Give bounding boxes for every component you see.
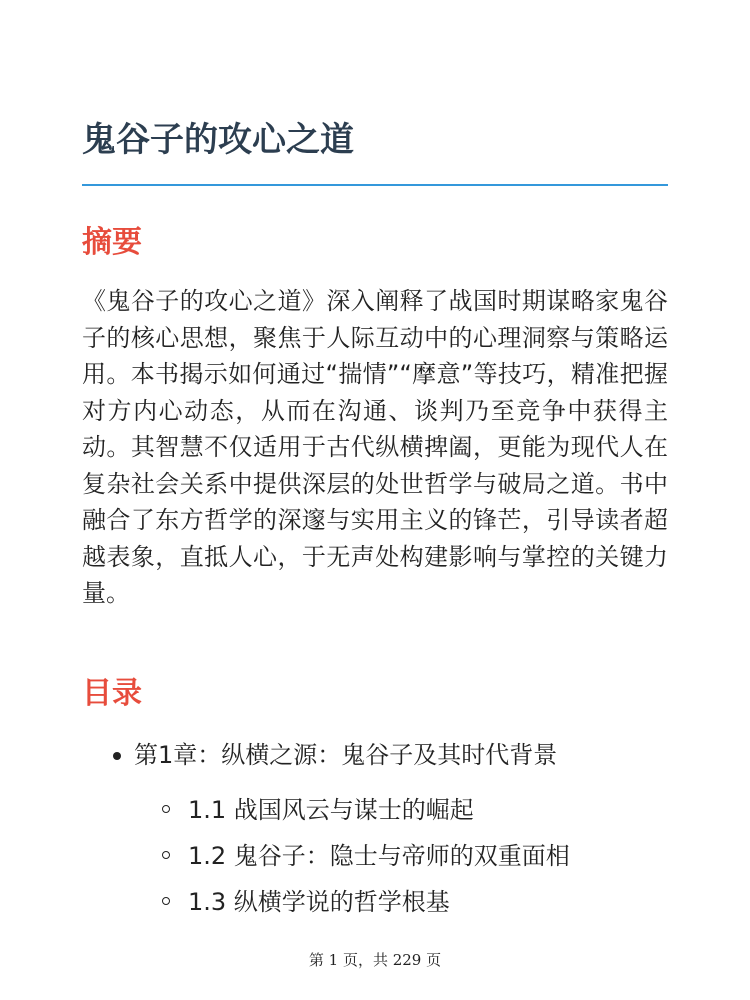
toc-chapter-1-sections <box>134 787 668 925</box>
toc-section-1-2[interactable] <box>134 833 668 879</box>
toc-section-1-3[interactable] <box>134 879 668 925</box>
toc-section-label: 1.3 纵横学说的哲学根基 <box>188 888 450 916</box>
abstract-paragraph: 《鬼谷子的攻心之道》深入阐释了战国时期谋略家鬼谷子的核心思想，聚焦于人际互动中的心理洞察与策略运用。本书揭示如何通过“揣情”“摩意”等技巧，精准把握对方内心动态，从而在沟通、谈判乃至竞争中获得主动。其智慧不仅适用于古代纵横捭阖，更能为现代人在复杂社会关系中提供深层的处世哲学与破局之道。书中融合了东方哲学的深邃与实用主义的锋芒，引导读者超越表象，直抵人心，于无声处构建影响与掌控的关键力量。 <box>82 287 668 607</box>
bullet-icon <box>113 752 121 760</box>
title-divider <box>82 184 668 186</box>
toc-heading: 目录 <box>82 676 142 711</box>
toc-chapter-label: 第1章：纵横之源：鬼谷子及其时代背景 <box>134 741 558 769</box>
toc-section-label: 1.1 战国风云与谋士的崛起 <box>188 796 474 824</box>
toc-chapter-1[interactable] <box>82 733 668 925</box>
page-number-footer: 第 1 页，共 229 页 <box>308 951 442 969</box>
toc-section-label: 1.2 鬼谷子：隐士与帝师的双重面相 <box>188 842 570 870</box>
toc-section-1-1[interactable] <box>134 787 668 833</box>
circle-bullet-icon <box>162 851 170 859</box>
table-of-contents <box>82 733 668 925</box>
circle-bullet-icon <box>162 897 170 905</box>
abstract-heading: 摘要 <box>82 225 142 260</box>
document-title: 鬼谷子的攻心之道 <box>82 120 354 160</box>
circle-bullet-icon <box>162 805 170 813</box>
